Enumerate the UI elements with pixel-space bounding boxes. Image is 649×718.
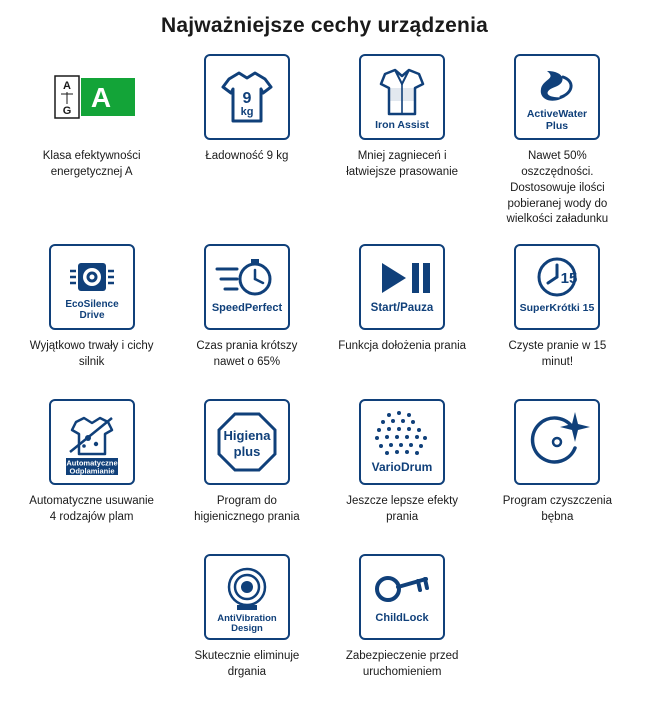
feature-item [325, 244, 480, 389]
feature-caption: Automatyczne usuwanie 4 rodzajów plam [29, 495, 154, 524]
speedperfect-stopwatch-icon [204, 244, 290, 330]
feature-item [14, 399, 169, 544]
feature-caption: Czas prania krótszy nawet o 65% [196, 340, 298, 369]
feature-caption: Klasa efektywności energetycznej A [42, 150, 141, 178]
variodrum-icon [359, 399, 445, 485]
svg-text:Automatyczne: Automatyczne [65, 458, 118, 468]
svg-text:Plus: Plus [546, 120, 569, 132]
svg-text:A: A [90, 82, 111, 113]
feature-item [480, 244, 635, 389]
feature-item [325, 554, 480, 699]
feature-item [480, 399, 635, 544]
feature-caption: Jeszcze lepsze efekty prania [346, 495, 459, 524]
feature-item-empty [480, 554, 635, 699]
energy-label-a-icon [49, 54, 135, 140]
svg-text:AntiVibration: AntiVibration [217, 613, 277, 625]
superkrotki-15-clock-icon [514, 244, 600, 330]
childlock-key-icon [359, 554, 445, 640]
svg-text:SuperKrótki 15: SuperKrótki 15 [520, 302, 595, 315]
svg-text:ChildLock: ChildLock [375, 612, 429, 625]
svg-text:SpeedPerfect: SpeedPerfect [211, 302, 283, 315]
svg-text:EcoSilence: EcoSilence [64, 299, 119, 311]
feature-caption: Skutecznie eliminuje drgania [194, 650, 300, 679]
feature-caption: Nawet 50% oszczędności. Dostosowuje ilości pobieranej wody do wielkości załadunku [506, 150, 609, 226]
feature-caption: Wyjątkowo trwały i cichy silnik [29, 340, 154, 369]
feature-caption: Czyste pranie w 15 minut! [508, 340, 607, 369]
svg-text:kg: kg [240, 106, 254, 118]
antivibration-design-icon [204, 554, 290, 640]
features-grid [0, 38, 649, 699]
svg-text:15: 15 [561, 270, 578, 288]
feature-caption: Mniej zagnieceń i łatwiejsze prasowanie [346, 150, 459, 178]
feature-caption: Zabezpieczenie przed uruchomieniem [345, 650, 459, 679]
automatic-stain-removal-icon [49, 399, 135, 485]
svg-text:VarioDrum: VarioDrum [371, 460, 433, 475]
svg-text:Higiena: Higiena [223, 428, 271, 444]
feature-item-empty [14, 554, 169, 699]
svg-text:Drive: Drive [79, 310, 105, 322]
iron-assist-shirt-icon [359, 54, 445, 140]
feature-item [325, 399, 480, 544]
activewater-plus-icon [514, 54, 600, 140]
feature-caption: Funkcja dołożenia prania [338, 340, 467, 353]
feature-item [169, 244, 324, 389]
feature-item [325, 54, 480, 234]
feature-item [169, 54, 324, 234]
feature-caption: Ładowność 9 kg [205, 150, 289, 162]
feature-item [480, 54, 635, 234]
svg-text:Start/Pauza: Start/Pauza [370, 302, 434, 315]
page-title: Najważniejsze cechy urządzenia [161, 14, 488, 37]
feature-caption: Program czyszczenia bębna [502, 495, 613, 524]
start-pause-icon [359, 244, 445, 330]
svg-text:Design: Design [231, 623, 263, 635]
feature-item [169, 554, 324, 699]
ecosilence-drive-motor-icon [49, 244, 135, 330]
feature-item [169, 399, 324, 544]
svg-text:9: 9 [242, 90, 252, 107]
higiena-plus-octagon-icon [204, 399, 290, 485]
svg-text:ActiveWater: ActiveWater [527, 108, 588, 120]
svg-text:A: A [62, 80, 71, 92]
svg-text:plus: plus [233, 444, 261, 460]
drum-clean-sparkle-icon [514, 399, 600, 485]
feature-caption: Program do higienicznego prania [194, 495, 300, 524]
svg-text:Iron Assist: Iron Assist [375, 119, 430, 131]
tshirt-9kg-icon [204, 54, 290, 140]
svg-text:G: G [62, 105, 71, 117]
feature-item [14, 54, 169, 234]
svg-text:Odplamianie: Odplamianie [69, 466, 115, 476]
feature-item [14, 244, 169, 389]
